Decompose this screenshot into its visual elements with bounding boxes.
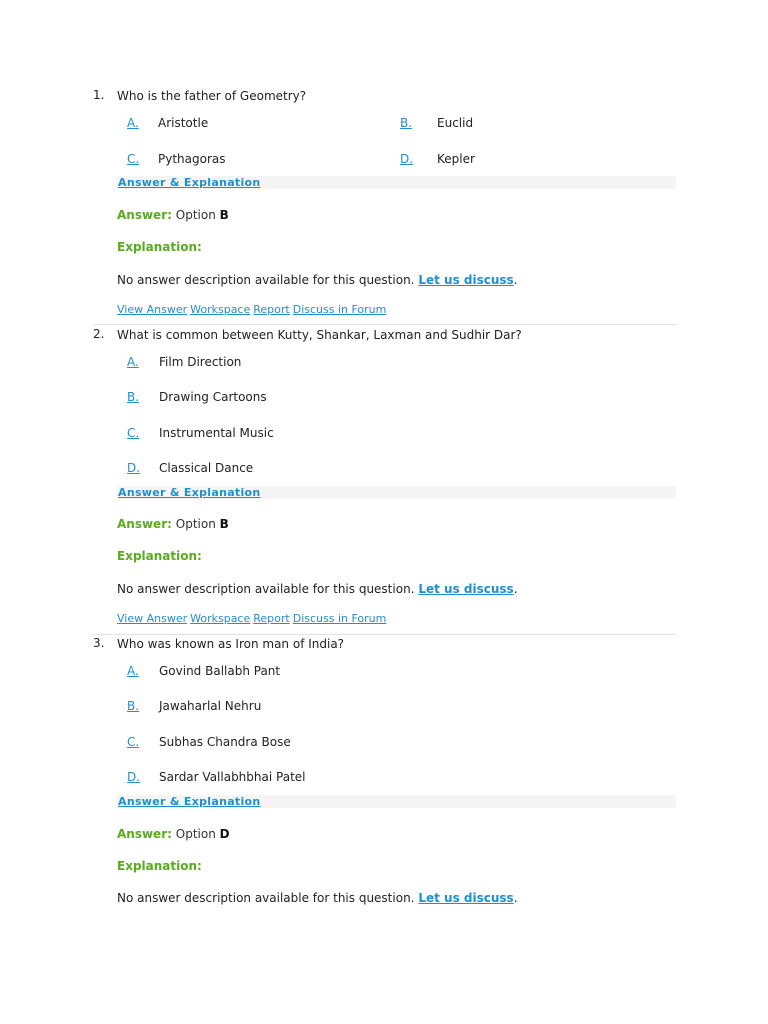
option-a-link[interactable]: A. xyxy=(127,116,139,130)
answer-label: Answer: xyxy=(117,827,172,841)
view-answer-link[interactable]: View Answer xyxy=(117,303,188,316)
question-number: 2. xyxy=(93,327,105,341)
answer-label: Answer: xyxy=(117,208,172,222)
question-number: 1. xyxy=(93,88,105,102)
option-d-link[interactable]: D. xyxy=(127,770,141,784)
lets-discuss-link[interactable]: Let us discuss xyxy=(418,273,514,287)
description-end: . xyxy=(513,582,518,596)
option-b-link[interactable]: B. xyxy=(400,116,413,130)
question-number: 3. xyxy=(93,636,105,650)
lets-discuss-link[interactable]: Let us discuss xyxy=(418,891,514,905)
option-d-text: Sardar Vallabhbhai Patel xyxy=(159,770,306,784)
discuss-forum-link[interactable]: Discuss in Forum xyxy=(292,612,387,625)
option-c-link[interactable]: C. xyxy=(127,735,140,749)
question-text: Who is the father of Geometry? xyxy=(117,89,307,103)
option-b-text: Drawing Cartoons xyxy=(159,390,267,404)
option-a-link[interactable]: A. xyxy=(127,664,139,678)
discuss-forum-link[interactable]: Discuss in Forum xyxy=(292,303,387,316)
option-b-link[interactable]: B. xyxy=(127,390,140,404)
workspace-link[interactable]: Workspace xyxy=(190,612,251,625)
option-a-text: Govind Ballabh Pant xyxy=(159,664,281,678)
explanation-text xyxy=(117,273,518,287)
question-toolbar xyxy=(117,303,389,316)
answer-explanation-link[interactable]: Answer & Explanation xyxy=(118,176,261,189)
option-c-text: Instrumental Music xyxy=(159,426,274,440)
view-answer-link[interactable]: View Answer xyxy=(117,612,188,625)
option-b-text: Jawaharlal Nehru xyxy=(159,699,262,713)
report-link[interactable]: Report xyxy=(253,303,290,316)
option-c-text: Pythagoras xyxy=(158,152,226,166)
answer-row xyxy=(117,517,229,531)
description-end: . xyxy=(513,891,518,905)
answer-prefix: Option xyxy=(175,208,216,222)
report-link[interactable]: Report xyxy=(253,612,290,625)
option-c-link[interactable]: C. xyxy=(127,152,140,166)
explanation-text xyxy=(117,582,518,596)
question-toolbar xyxy=(117,612,389,625)
option-b-text: Euclid xyxy=(437,116,474,130)
description-end: . xyxy=(513,273,518,287)
option-d-text: Classical Dance xyxy=(159,461,254,475)
option-a-text: Aristotle xyxy=(158,116,209,130)
option-b-link[interactable]: B. xyxy=(127,699,140,713)
answer-row xyxy=(117,208,229,222)
answer-explanation-link[interactable]: Answer & Explanation xyxy=(118,486,261,499)
divider xyxy=(93,324,676,325)
answer-explanation-link[interactable]: Answer & Explanation xyxy=(118,795,261,808)
option-c-text: Subhas Chandra Bose xyxy=(159,735,291,749)
option-a-link[interactable]: A. xyxy=(127,355,139,369)
option-d-text: Kepler xyxy=(437,152,475,166)
lets-discuss-link[interactable]: Let us discuss xyxy=(418,582,514,596)
option-d-link[interactable]: D. xyxy=(127,461,141,475)
answer-prefix: Option xyxy=(175,517,216,531)
answer-option: B xyxy=(219,208,229,222)
description: No answer description available for this question. xyxy=(117,273,415,287)
explanation-label: Explanation: xyxy=(117,240,202,254)
answer-option: D xyxy=(219,827,230,841)
explanation-label: Explanation: xyxy=(117,859,202,873)
option-c-link[interactable]: C. xyxy=(127,426,140,440)
question-text: Who was known as Iron man of India? xyxy=(117,637,345,651)
option-d-link[interactable]: D. xyxy=(400,152,414,166)
explanation-label: Explanation: xyxy=(117,549,202,563)
answer-row xyxy=(117,827,230,841)
option-a-text: Film Direction xyxy=(159,355,242,369)
question-text: What is common between Kutty, Shankar, Laxman and Sudhir Dar? xyxy=(117,328,522,342)
divider xyxy=(93,634,676,635)
answer-label: Answer: xyxy=(117,517,172,531)
explanation-text xyxy=(117,891,518,905)
workspace-link[interactable]: Workspace xyxy=(190,303,251,316)
answer-prefix: Option xyxy=(175,827,216,841)
description: No answer description available for this question. xyxy=(117,582,415,596)
description: No answer description available for this question. xyxy=(117,891,415,905)
answer-option: B xyxy=(219,517,229,531)
